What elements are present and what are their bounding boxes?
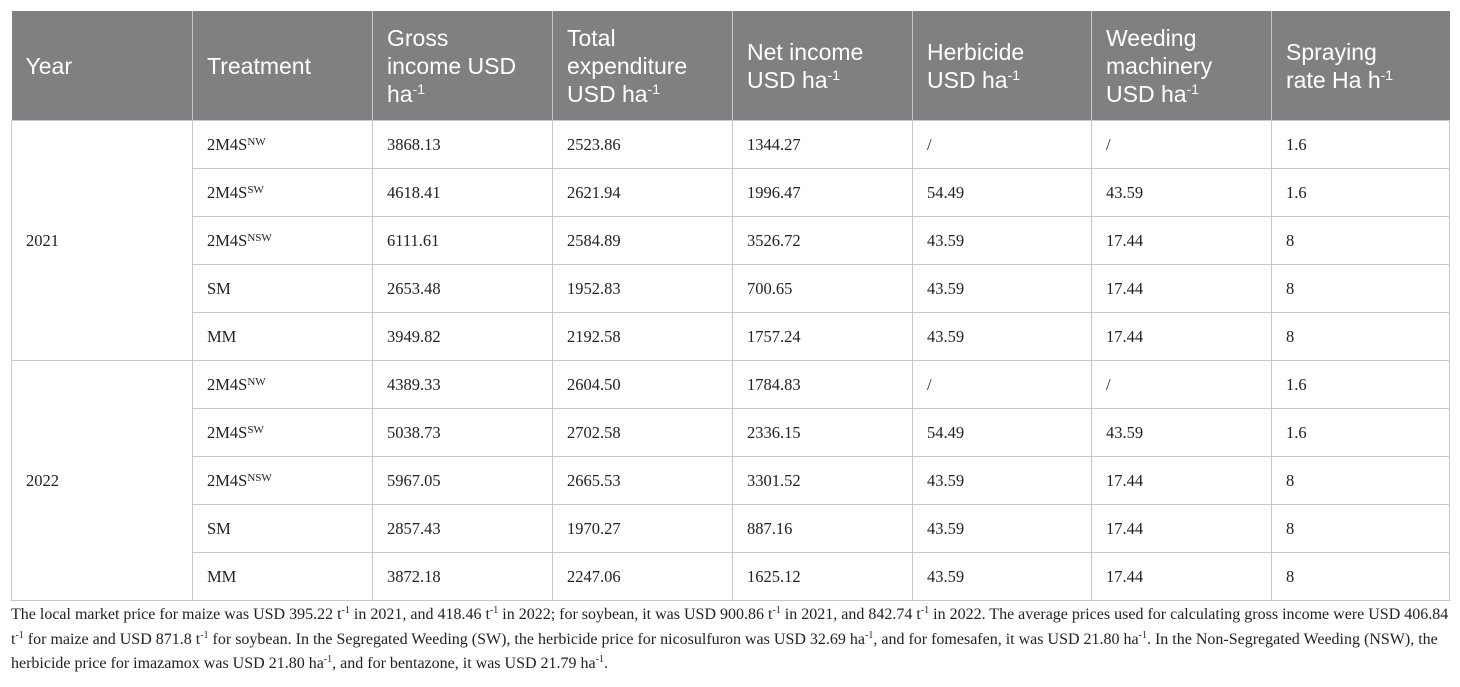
column-header-line: Herbicide: [927, 38, 1025, 65]
footnote-superscript: -1: [920, 605, 930, 616]
value-cell: 17.44: [1092, 265, 1272, 313]
treatment-superscript: NW: [247, 375, 266, 388]
column-header-3: [553, 11, 733, 121]
value-cell: 54.49: [913, 409, 1092, 457]
treatment-cell: SM: [193, 265, 373, 313]
footnote-superscript: -1: [772, 605, 781, 616]
value-cell: 8: [1272, 265, 1450, 313]
value-cell: 1344.27: [733, 121, 913, 169]
footnote-text: . In the Non-Segregated Weeding (NSW), the herbicide price for imazamox was USD 21.80 ha: [11, 630, 1438, 672]
value-cell: /: [913, 361, 1092, 409]
column-header-2: [373, 11, 553, 121]
footnote-superscript: -1: [489, 605, 499, 616]
value-cell: 43.59: [913, 553, 1092, 601]
value-cell: 5967.05: [373, 457, 553, 505]
superscript: -1: [647, 80, 660, 97]
footnote-superscript: -1: [1138, 629, 1147, 641]
column-header-line: income USD: [387, 52, 517, 79]
value-cell: 1.6: [1272, 169, 1450, 217]
treatment-superscript: SW: [247, 183, 264, 196]
value-cell: 2665.53: [553, 457, 733, 505]
table-row: [12, 553, 1450, 601]
footnote-superscript: -1: [595, 654, 604, 665]
table-row: [12, 361, 1450, 409]
value-cell: 5038.73: [373, 409, 553, 457]
table-row: [12, 505, 1450, 553]
footnote-text: The local market price for maize was USD 395.22 t: [11, 606, 342, 623]
treatment-superscript: NSW: [247, 471, 272, 484]
column-header-line: Weeding: [1106, 24, 1197, 51]
column-header-7: [1272, 11, 1450, 121]
column-header-line: machinery: [1106, 52, 1213, 79]
value-cell: 2857.43: [373, 505, 553, 553]
value-cell: 1.6: [1272, 409, 1450, 457]
treatment-cell: $2M4S^{NW}$: [193, 361, 373, 409]
treatment-cell: MM: [193, 553, 373, 601]
value-cell: /: [1092, 361, 1272, 409]
value-cell: /: [913, 121, 1092, 169]
value-cell: 43.59: [913, 313, 1092, 361]
footnote-text: in 2022; for soybean, it was USD 900.86 t: [498, 606, 773, 623]
value-cell: 2584.89: [553, 217, 733, 265]
value-cell: 6111.61: [373, 217, 553, 265]
value-cell: 887.16: [733, 505, 913, 553]
value-cell: 8: [1272, 313, 1450, 361]
table-row: [12, 313, 1450, 361]
footnote-superscript: -1: [323, 654, 333, 665]
footnote-text: in 2021, and 418.46 t: [349, 606, 490, 623]
value-cell: 43.59: [913, 217, 1092, 265]
superscript: -1: [1186, 80, 1199, 97]
value-cell: 3868.13: [373, 121, 553, 169]
treatment-cell: $2M4S^{NSW}$: [193, 457, 373, 505]
column-header-line: $ha^{-1}$: [387, 80, 426, 107]
treatment-cell: SM: [193, 505, 373, 553]
value-cell: 700.65: [733, 265, 913, 313]
value-cell: 43.59: [913, 457, 1092, 505]
column-header-line: USD $ha^{-1}$: [1106, 80, 1199, 107]
value-cell: 2621.94: [553, 169, 733, 217]
table-body: [12, 121, 1450, 601]
column-header-line: expenditure: [567, 52, 688, 79]
value-cell: 1996.47: [733, 169, 913, 217]
value-cell: 2523.86: [553, 121, 733, 169]
value-cell: 43.59: [913, 265, 1092, 313]
value-cell: 1952.83: [553, 265, 733, 313]
value-cell: 1757.24: [733, 313, 913, 361]
column-header-line: USD $ha^{-1}$: [747, 66, 840, 93]
footnote-text: for soybean. In the Segregated Weeding (SW), the herbicide price for nicosulfuron was USD 32.69 ha: [208, 630, 865, 648]
value-cell: 2653.48: [373, 265, 553, 313]
footnote-text: .: [603, 655, 608, 672]
column-header-line: Spraying: [1286, 38, 1377, 65]
superscript: -1: [1380, 66, 1394, 83]
value-cell: 43.59: [1092, 409, 1272, 457]
value-cell: 54.49: [913, 169, 1092, 217]
year-cell: 2022: [12, 361, 193, 601]
value-cell: 1625.12: [733, 553, 913, 601]
value-cell: 3301.52: [733, 457, 913, 505]
table-footnote: [11, 603, 1451, 677]
value-cell: 43.59: [913, 505, 1092, 553]
treatment-cell: $2M4S^{SW}$: [193, 169, 373, 217]
value-cell: 1.6: [1272, 121, 1450, 169]
table-row: [12, 409, 1450, 457]
value-cell: 17.44: [1092, 217, 1272, 265]
treatment-cell: MM: [193, 313, 373, 361]
value-cell: 4389.33: [373, 361, 553, 409]
column-header-0: [12, 11, 193, 121]
value-cell: 2604.50: [553, 361, 733, 409]
superscript: -1: [827, 66, 840, 83]
value-cell: 8: [1272, 217, 1450, 265]
footnote-superscript: -1: [341, 605, 350, 616]
superscript: -1: [412, 80, 426, 97]
table-header-row: [12, 11, 1450, 121]
treatment-superscript: NW: [247, 135, 266, 148]
column-header-line: Net income: [747, 38, 864, 65]
table-row: [12, 169, 1450, 217]
column-header-1: [193, 11, 373, 121]
column-header-4: [733, 11, 913, 121]
value-cell: 43.59: [1092, 169, 1272, 217]
footnote-superscript: -1: [15, 629, 24, 641]
value-cell: 3949.82: [373, 313, 553, 361]
footnote-text: in 2021, and 842.74 t: [780, 606, 921, 623]
column-header-line: Treatment: [207, 52, 311, 79]
value-cell: 2702.58: [553, 409, 733, 457]
table-row: [12, 121, 1450, 169]
treatment-cell: $2M4S^{SW}$: [193, 409, 373, 457]
column-header-line: USD $ha^{-1}$: [567, 80, 660, 107]
table-row: [12, 457, 1450, 505]
economics-table: [11, 11, 1450, 601]
value-cell: /: [1092, 121, 1272, 169]
treatment-cell: $2M4S^{NW}$: [193, 121, 373, 169]
value-cell: 2192.58: [553, 313, 733, 361]
value-cell: 17.44: [1092, 313, 1272, 361]
value-cell: 2247.06: [553, 553, 733, 601]
column-header-6: [1092, 11, 1272, 121]
column-header-line: Total: [567, 24, 616, 51]
treatment-superscript: NSW: [247, 231, 272, 244]
table-row: [12, 265, 1450, 313]
column-header-line: rate Ha $h^{-1}$: [1286, 66, 1394, 93]
treatment-cell: $2M4S^{NSW}$: [193, 217, 373, 265]
footnote-superscript: -1: [200, 629, 209, 641]
value-cell: 8: [1272, 553, 1450, 601]
footnote-text: , and for bentazone, it was USD 21.79 ha: [332, 655, 596, 672]
column-header-line: Year: [25, 52, 72, 79]
footnote-text: in 2022. The average prices used for calculating gross income were USD 406.84 t: [11, 606, 1449, 648]
value-cell: 4618.41: [373, 169, 553, 217]
superscript: -1: [1007, 66, 1020, 83]
value-cell: 1.6: [1272, 361, 1450, 409]
value-cell: 3526.72: [733, 217, 913, 265]
value-cell: 17.44: [1092, 553, 1272, 601]
value-cell: 1784.83: [733, 361, 913, 409]
column-header-line: Gross: [387, 24, 449, 51]
value-cell: 8: [1272, 505, 1450, 553]
value-cell: 3872.18: [373, 553, 553, 601]
column-header-5: [913, 11, 1092, 121]
year-cell: 2021: [12, 121, 193, 361]
value-cell: 17.44: [1092, 505, 1272, 553]
value-cell: 1970.27: [553, 505, 733, 553]
value-cell: 8: [1272, 457, 1450, 505]
column-header-line: USD $ha^{-1}$: [927, 66, 1020, 93]
footnote-text: for maize and USD 871.8 t: [23, 630, 201, 648]
value-cell: 2336.15: [733, 409, 913, 457]
footnote-superscript: -1: [865, 629, 874, 641]
value-cell: 17.44: [1092, 457, 1272, 505]
footnote-text: , and for fomesafen, it was USD 21.80 ha: [873, 630, 1139, 648]
table-row: [12, 217, 1450, 265]
treatment-superscript: SW: [247, 423, 264, 436]
document: [11, 11, 1449, 677]
